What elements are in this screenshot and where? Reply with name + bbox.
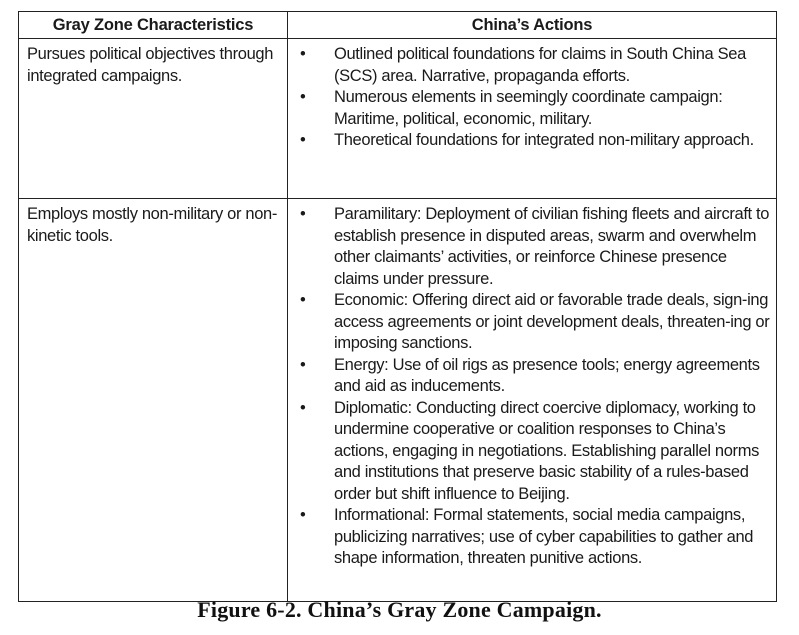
- table-row: [19, 39, 777, 199]
- action-item: [296, 130, 772, 152]
- action-text: Diplomatic: Conducting direct coercive diplomacy, working to undermine cooperative or coalition responses to China’s actions, engaging in negotiations. Establishing parallel norms and institutions that preserve basic stability of a rules-based order but shift influence to Beijing.: [334, 398, 759, 503]
- action-item: [296, 398, 772, 506]
- action-item: [296, 204, 772, 290]
- action-item: [296, 505, 772, 570]
- action-text: Informational: Formal statements, social media campaigns, publicizing narratives; use of cyber capabilities to gather and shape information, threaten punitive actions.: [334, 506, 754, 567]
- action-text: Theoretical foundations for integrated non-military approach.: [334, 131, 754, 149]
- actions-cell: [288, 199, 777, 602]
- action-text: Outlined political foundations for claims in South China Sea (SCS) area. Narrative, propaganda efforts.: [334, 45, 746, 85]
- header-characteristics: Gray Zone Characteristics: [19, 12, 288, 39]
- characteristic-cell: Employs mostly non-military or non-kinetic tools.: [19, 199, 288, 602]
- action-text: Numerous elements in seemingly coordinate campaign: Maritime, political, economic, military.: [334, 88, 723, 128]
- bullet-icon: •: [300, 45, 306, 63]
- action-item: [296, 290, 772, 355]
- bullet-icon: •: [300, 88, 306, 106]
- table-row: [19, 199, 777, 602]
- bullet-icon: •: [300, 131, 306, 149]
- gray-zone-table: [18, 11, 777, 602]
- actions-list: [296, 44, 772, 152]
- action-item: [296, 355, 772, 398]
- action-item: [296, 87, 772, 130]
- figure-caption: Figure 6-2. China’s Gray Zone Campaign.: [197, 597, 602, 622]
- action-text: Paramilitary: Deployment of civilian fishing fleets and aircraft to establish presence in disputed areas, swarm and overwhelm other claimants’ activities, or reinforce Chinese presence claims under pressure.: [334, 205, 770, 288]
- bullet-icon: •: [300, 506, 306, 524]
- header-actions: China’s Actions: [288, 12, 777, 39]
- bullet-icon: •: [300, 355, 306, 374]
- action-text: Economic: Offering direct aid or favorable trade deals, sign-ing access agreements or joint development deals, threaten-ing or imposing sanctions.: [334, 291, 770, 352]
- table-header-row: [19, 12, 777, 39]
- bullet-icon: •: [300, 291, 306, 309]
- bullet-icon: •: [300, 398, 306, 417]
- characteristic-cell: Pursues political objectives through integrated campaigns.: [19, 39, 288, 199]
- action-text: Energy: Use of oil rigs as presence tools; energy agreements and aid as inducements.: [334, 355, 760, 395]
- actions-cell: [288, 39, 777, 199]
- bullet-icon: •: [300, 205, 306, 223]
- action-item: [296, 44, 772, 87]
- actions-list: [296, 204, 772, 570]
